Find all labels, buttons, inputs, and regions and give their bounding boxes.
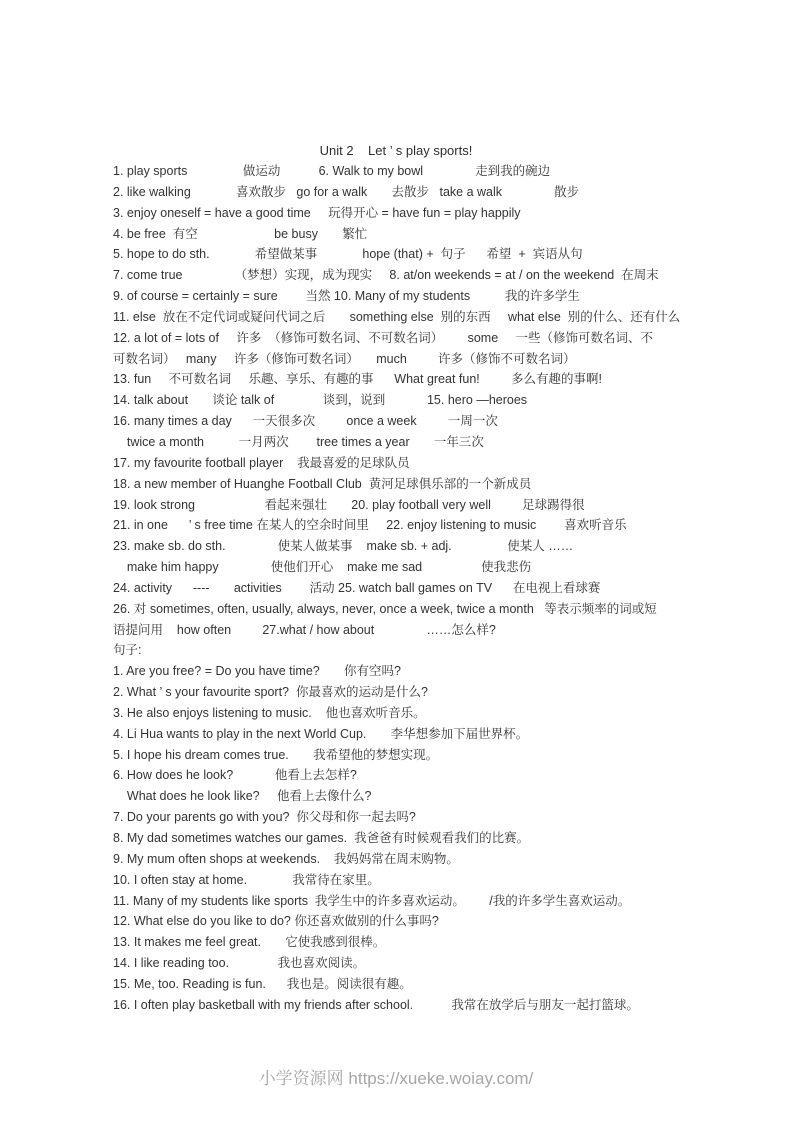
vocab-line: 4. be free 有空 be busy 繁忙 — [113, 226, 368, 241]
sentence-line: 9. My mum often shops at weekends. 我妈妈常在周末购物。 — [113, 851, 459, 866]
sentence-line: 10. I often stay at home. 我常待在家里。 — [113, 872, 380, 887]
sentence-line: 12. What else do you like to do? 你还喜欢做别的什么事吗? — [113, 914, 439, 929]
sentence-line: 14. I like reading too. 我也喜欢阅读。 — [113, 956, 366, 971]
vocab-line: 13. fun 不可数名词 乐趣、享乐、有趣的事 What great fun! 多么有趣的事啊! — [113, 372, 602, 387]
sentence-line: 13. It makes me feel great. 它使我感到很棒。 — [113, 935, 386, 950]
vocab-line: 7. come true （梦想）实现，成为现实 8. at/on weekends = at / on the weekend 在周末 — [113, 268, 659, 283]
vocab-line: 12. a lot of = lots of 许多 （修饰可数名词、不可数名词） some 一些（修饰可数名词、不 — [113, 330, 654, 345]
vocab-line: 语提问用 how often 27.what / how about ……怎么样? — [113, 622, 496, 637]
sentence-line: What does he look like? 他看上去像什么? — [113, 789, 372, 804]
vocab-line: 5. hope to do sth. 希望做某事 hope (that) + 句子 希望 + 宾语从句 — [113, 247, 583, 262]
document-body — [113, 161, 792, 1016]
vocab-line: 21. in one ’ s free time 在某人的空余时间里 22. enjoy listening to music 喜欢听音乐 — [113, 518, 627, 533]
vocab-line: 2. like walking 喜欢散步 go for a walk 去散步 take a walk 散步 — [113, 184, 580, 199]
sentence-line: 5. I hope his dream comes true. 我希望他的梦想实现。 — [113, 747, 439, 762]
sentence-line: 8. My dad sometimes watches our games. 我爸爸有时候观看我们的比赛。 — [113, 831, 530, 845]
vocab-line: twice a month 一月两次 tree times a year 一年三次 — [113, 434, 484, 449]
sentence-line: 7. Do your parents go with you? 你父母和你一起去吗? — [113, 810, 416, 825]
vocab-line: 1. play sports 做运动 6. Walk to my bowl 走到我的碗边 — [113, 164, 551, 178]
vocab-line: 26. 对 sometimes, often, usually, always, never, once a week, twice a month 等表示频率的词或短 — [113, 601, 657, 616]
vocab-line: 14. talk about 谈论 talk of 谈到，说到 15. hero —heroes — [113, 393, 528, 408]
sentence-line: 6. How does he look? 他看上去怎样? — [113, 768, 357, 783]
sentence-line: 3. He also enjoys listening to music. 他也喜欢听音乐。 — [113, 705, 426, 720]
vocab-line: 24. activity ---- activities 活动 25. watch ball games on TV 在电视上看球赛 — [113, 580, 601, 595]
sentence-line: 4. Li Hua wants to play in the next World Cup. 李华想参加下届世界杯。 — [113, 726, 529, 741]
vocab-line: 3. enjoy oneself = have a good time 玩得开心 = have fun = play happily — [113, 205, 521, 220]
sentence-line: 11. Many of my students like sports 我学生中的许多喜欢运动。 /我的许多学生喜欢运动。 — [113, 893, 631, 908]
sentences-section — [113, 661, 792, 1015]
vocab-line: 16. many times a day 一天很多次 once a week 一周一次 — [113, 414, 498, 429]
footer-watermark: 小学资源网 https://xueke.woiay.com/ — [258, 1069, 534, 1088]
sentence-line: 2. What ’ s your favourite sport? 你最喜欢的运动是什么? — [113, 685, 428, 700]
sentence-line: 1. Are you free? = Do you have time? 你有空吗? — [113, 664, 401, 679]
vocab-line: 23. make sb. do sth. 使某人做某事 make sb. + adj. 使某人 …… — [113, 539, 574, 554]
vocab-line: 9. of course = certainly = sure 当然 10. Many of my students 我的许多学生 — [113, 289, 580, 304]
document-title: Unit 2 Let ’ s play sports! — [319, 143, 473, 158]
vocab-line: 19. look strong 看起来强壮 20. play football very well 足球踢得很 — [113, 497, 585, 512]
sentences-heading: 句子: — [113, 643, 142, 658]
vocab-line: make him happy 使他们开心 make me sad 使我悲伤 — [113, 560, 532, 575]
sentence-line: 15. Me, too. Reading is fun. 我也是。阅读很有趣。 — [113, 976, 412, 991]
vocabulary-section — [113, 161, 792, 640]
vocab-line: 11. else 放在不定代词或疑问代词之后 something else 别的东西 what else 别的什么、还有什么 — [113, 309, 681, 324]
vocab-line: 可数名词） many 许多（修饰可数名词） much 许多（修饰不可数名词） — [113, 351, 576, 366]
vocab-line: 18. a new member of Huanghe Football Club 黄河足球俱乐部的一个新成员 — [113, 476, 532, 491]
vocab-line: 17. my favourite football player 我最喜爱的足球队员 — [113, 455, 410, 470]
sentence-line: 16. I often play basketball with my friends after school. 我常在放学后与朋友一起打篮球。 — [113, 997, 639, 1012]
